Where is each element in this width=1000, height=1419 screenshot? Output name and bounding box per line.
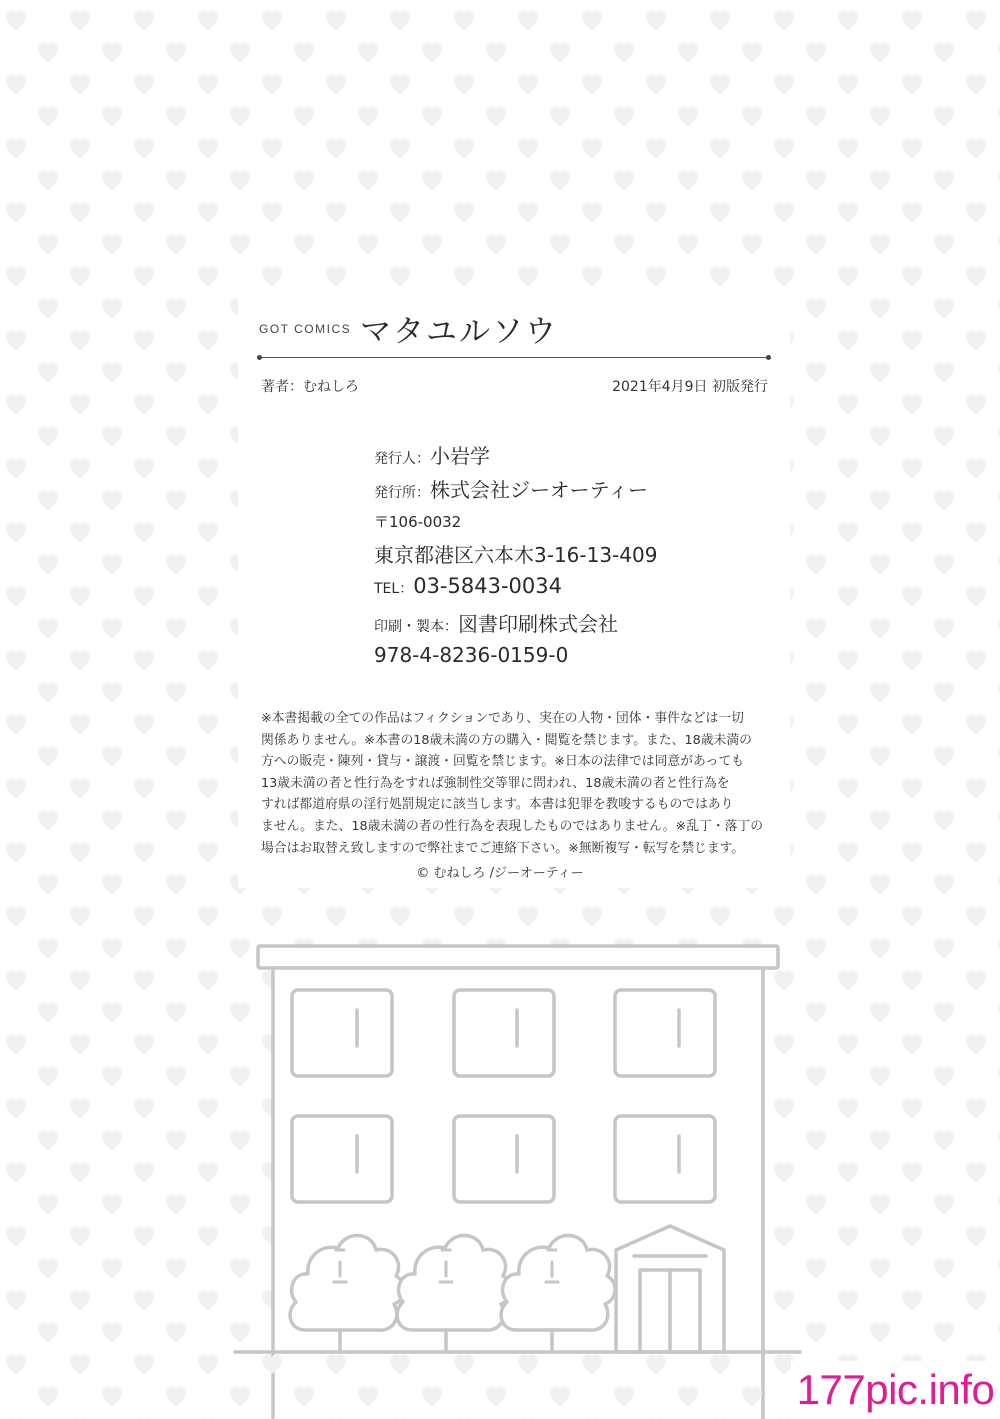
printer-name: 図書印刷株式会社 — [458, 612, 618, 636]
edition-label: 初版発行 — [712, 379, 768, 395]
note-line: 関係ありません。※本書の18歳未満の方の購入・閲覧を禁じます。また、18歳未満の — [261, 732, 752, 748]
note-line: 方への販売・陳列・貸与・譲渡・回覧を禁じます。※日本の法律では同意があっても — [261, 754, 745, 770]
note-line: すれば都道府県の淫行処罰規定に該当します。本書は犯罪を教唆するものではあり — [261, 797, 734, 813]
publisher-line — [374, 440, 490, 469]
divider-dot-right — [766, 355, 771, 360]
isbn: 978-4-8236-0159-0 — [374, 643, 569, 667]
printer-line — [374, 608, 618, 637]
building-drawing — [235, 946, 800, 1419]
publication-date — [612, 376, 768, 396]
title-divider — [259, 357, 768, 358]
series-label: GOT COMICS — [259, 322, 352, 336]
publisher-name: 小岩学 — [430, 444, 490, 468]
divider-dot-left — [257, 355, 262, 360]
printer-label: 印刷・製本： — [374, 619, 458, 635]
date-value: 2021年4月9日 — [612, 379, 708, 395]
tel-label: TEL： — [374, 581, 414, 597]
address: 東京都港区六本木3-16-13-409 — [374, 543, 658, 567]
author-label: 著者： — [261, 379, 303, 395]
office-label: 発行所： — [374, 485, 430, 501]
author-line — [261, 376, 359, 396]
note-line: ※本書掲載の全ての作品はフィクションであり、実在の人物・団体・事件などは一切 — [261, 711, 744, 726]
office-line — [374, 474, 648, 503]
office-name: 株式会社ジーオーティー — [430, 478, 648, 502]
publisher-label: 発行人： — [374, 451, 430, 467]
author-name: むねしろ — [303, 379, 359, 395]
note-line: ません。また、18歳未満の者の性行為を表現したものではありません。※乱丁・落丁の — [261, 818, 764, 834]
site-watermark: 177pic.info — [791, 1361, 1000, 1419]
postal-code: 〒106-0032 — [374, 513, 462, 531]
book-title: マタユルソウ — [360, 314, 558, 350]
tel-number: 03-5843-0034 — [413, 574, 562, 598]
tel-line — [374, 574, 562, 598]
legal-notes — [261, 708, 773, 859]
copyright: © むねしろ /ジーオーティー — [416, 866, 584, 881]
note-line: 13歳未満の者と性行為をすれば強制性交等罪に問われ、18歳未満の者と性行為を — [261, 775, 730, 791]
note-line: 場合はお取替え致しますので弊社までご連絡下さい。※無断複写・転写を禁じます。 — [261, 840, 745, 856]
